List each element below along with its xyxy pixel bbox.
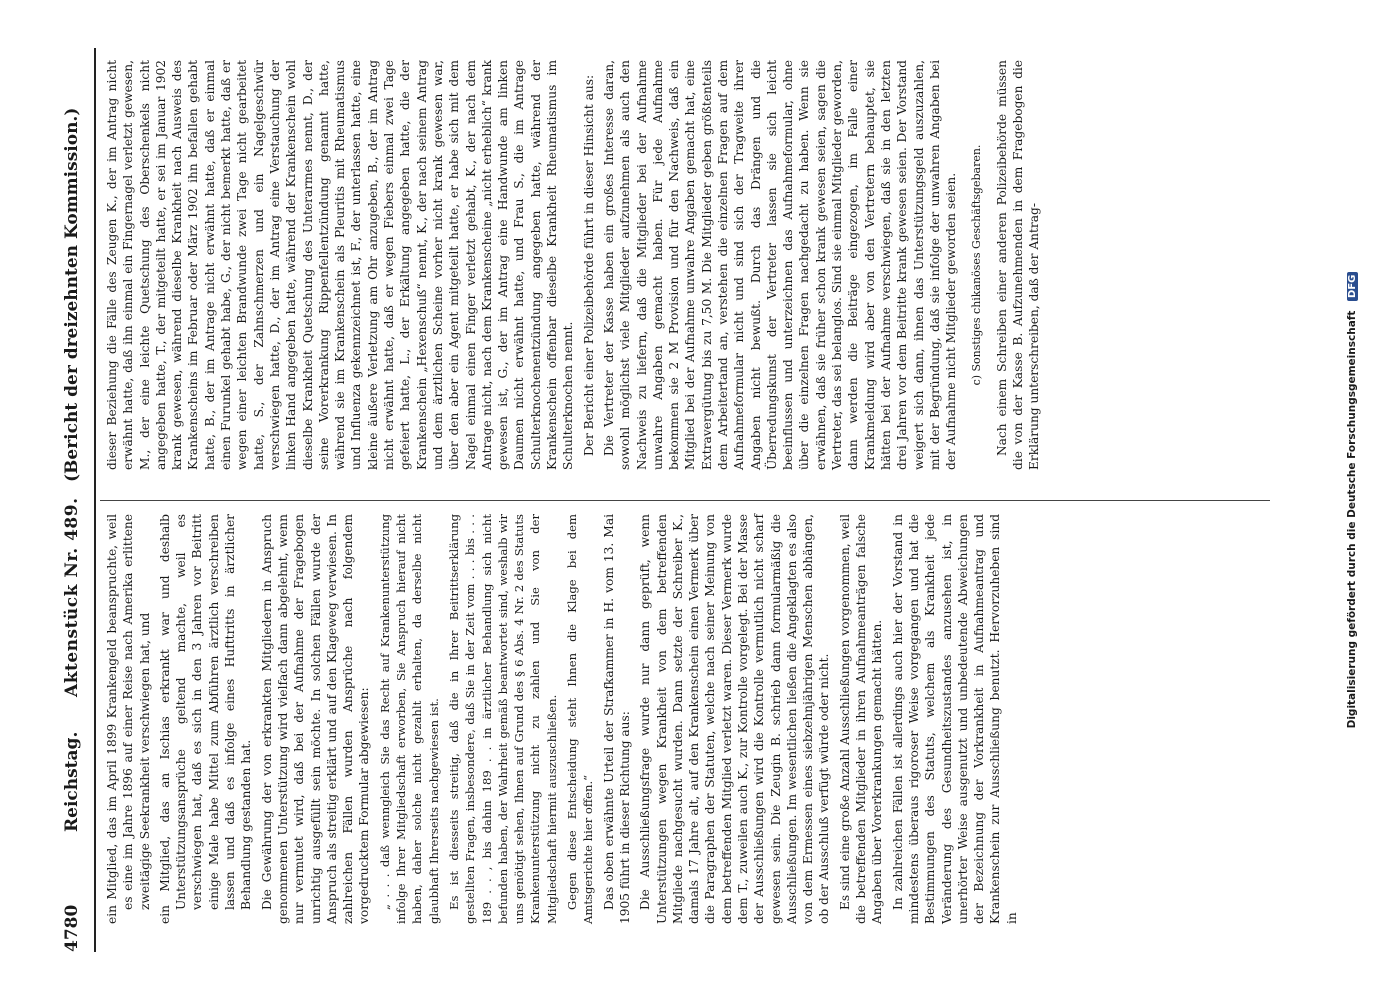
credit-text: Digitalisierung gefördert durch die Deutsche Forschungsgemeinschaft [1346, 310, 1358, 729]
quoted-form-text: Es ist diesseits streitig, daß die in Ihrer Beitrittserklärung gestellten Fragen, insbesondere, daß Sie in der Zeit vom . . . bis . . . 189 . . , bis dahin 189 . . in ärztlicher Behandlung sich nicht befunden haben, der Wahrheit gemäß beantwortet sind, weshalb wir uns genötigt sehen, Ihnen auf Grund des § 6 Abs. 4 Nr. 2 des Statuts Krankenunterstützung nicht zu zahlen und Sie von der Mitgliedschaft hiermit auszuschließen. [446, 514, 559, 924]
running-title: Reichstag. [62, 731, 82, 832]
paragraph: ein Mitglied, das im April 1899 Krankengeld beanspruchte, weil es eine im Jahre 1896 auf einer Reise nach Amerika erlittene zweitägige Seekrankheit verschwiegen hat, und [105, 514, 152, 924]
paragraph: ein Mitglied, das an Ischias erkrankt war und deshalb Unterstützungsansprüche geltend machte, weil es verschwiegen hat, daß es sich in den 3 Jahren vor Beitritt einige Male habe Mittel zum Abführen ärztlich verschreiben lassen und daß es infolge eines Hufttritts in ärztlicher Behandlung gestanden hat. [157, 514, 254, 924]
paragraph: Die Vertreter der Kasse haben ein großes Interesse daran, sowohl möglichst viele Mitglieder aufzunehmen als auch den Nachweis zu liefern, daß die Mitglieder bei der Aufnahme unwahre Angaben gemacht haben. Für jede Aufnahme bekommen sie 2 M Provision und für den Nachweis, daß ein Mitglied bei der Aufnahme unwahre Angaben gemacht hat, eine Extravergütung bis zu 7,50 M. Die Mitglieder geben größtenteils dem Arbeitertand an, verstehen die einzelnen Fragen auf dem Aufnahmeformular nicht und sind sich der Tragweite ihrer Angaben nicht bewußt. Durch das Drängen und die Überredungskunst der Vertreter lassen sie sich leicht beeinflussen und unterzeichnen das Aufnahmeformular, ohne über die einzelnen Fragen nachgedacht zu haben. Wenn sie erwähnen, daß sie früher schon krank gewesen seien, sagen die Vertreter, das sei belanglos. Sind sie einmal Mitglieder geworden, dann werden die Beiträge eingezogen, im Falle einer Krankmeldung wird aber von den Vertretern behauptet, sie hätten bei der Aufnahme verschwiegen, daß sie in den letzten drei Jahren vor dem Beitritte krank gewesen seien. Der Vorstand weigert sich dann, ihnen das Unterstützungsgeld auszuzahlen, mit der Begründung, daß sie infolge der unwahren Angaben bei der Aufnahme nicht Mitglieder geworden seien. [601, 60, 959, 470]
page-number: 4780 [62, 904, 82, 952]
paragraph: Es sind eine große Anzahl Ausschließungen vorgenommen, weil die betreffenden Mitglieder in ihren Aufnahmeanträgen falsche Angaben über Vorerkrankungen gemacht hätten. [837, 514, 885, 924]
right-column [104, 60, 1047, 470]
quoted-form-text: Gegen diese Entscheidung steht Ihnen die Klage bei dem Amtsgerichte hier offen.“ [565, 514, 596, 924]
document-number: Aktenstück Nr. 489. [62, 497, 82, 697]
header-rule [94, 48, 96, 952]
paragraph: dieser Beziehung die Fälle des Zeugen K., der im Antrag nicht erwähnt hatte, daß ihn einmal ein Fingernagel verletzt gewesen, M., der eine leichte Quetschung des Oberschenkels nicht angegeben hatte, T., der mitgeteilt hatte, er sei im Januar 1902 krank gewesen, während dieselbe Krankheit nach Ausweis des Krankenscheins im Februar oder März 1902 ihn befallen gehabt hatte, B., der im Antrage nicht erwähnt hatte, daß er einmal einen Furunkel gehabt habe, G., der nicht bemerkt hatte, daß er wegen einer leichten Brandwunde zwei Tage nicht gearbeitet hatte, S., der Zahnschmerzen und ein Nagelgeschwür verschwiegen hatte, D., der im Antrag eine Verstauchung der linken Hand angegeben hatte, während der Krankenschein wohl dieselbe Krankheit Quetschung des Unterarmes nennt, D., der seine Vorerkrankung Rippenfellentzündung genannt hatte, während sie im Krankenschein als Pleuritis mit Rheumatismus und Influenza gekennzeichnet ist, F., der unterlassen hatte, eine kleine äußere Verletzung am Ohr anzugeben, B., der im Antrag nicht erwähnt hatte, daß er wegen Fiebers einmal zwei Tage gefeiert hatte, L., der Erkältung angegeben hatte, die der Krankenschein „Hexenschuß“ nennt, K., der nach seinem Antrag und dem ärztlichen Scheine vorher nicht krank gewesen war, über den aber ein Agent mitgeteilt hatte, er habe sich mit dem Nagel einmal einen Finger verletzt gehabt, K., der nach dem Antrage nicht, nach dem Krankenscheine „nicht erheblich“ krank gewesen ist, G., der im Antrag eine Handwunde am linken Daumen nicht erwähnt hatte, und Frau S., die im Antrage Schulterknochenentzündung angegeben hatte, während der Krankenschein offenbar dieselbe Krankheit Rheumatismus im Schulterknochen nennt. [105, 60, 576, 470]
paragraph: Der Bericht einer Polizeibehörde führt in dieser Hinsicht aus: [581, 74, 596, 456]
column-divider [100, 500, 1270, 501]
paragraph: Nach einem Schreiben einer anderen Polizeibehörde müssen die von der Kasse B. Aufzunehmenden in dem Fragebogen die Erklärung unterschreiben, daß der Antrag- [994, 60, 1042, 470]
paragraph: Die Ausschließungsfrage wurde nur dann geprüft, wenn Unterstützungen wegen Krankheit von dem betreffenden Mitgliede nachgesucht wurden. Dann setzte der Schreiber K., damals 17 Jahre alt, auf den Krankenschein einen Vermerk über die Paragraphen der Statuten, welche nach seiner Meinung von dem betreffenden Mitglied verletzt waren. Dieser Vermerk wurde dem T., zuweilen auch K., zur Kontrolle vorgelegt. Bei der Masse der Ausschließungen wird die Kontrolle vermutlich nicht scharf gewesen sein. Die Zeugin B. schrieb dann formularmäßig die Ausschließungen. Im wesentlichen ließen die Angeklagten es also von dem Ermessen eines siebzehnjährigen Menschen abhängen, ob der Ausschluß verfügt würde oder nicht. [638, 514, 832, 924]
dfg-logo: DFG [1347, 272, 1358, 301]
digitization-credit [1346, 0, 1358, 1000]
report-title: (Bericht der dreizehnten Kommission.) [62, 107, 82, 482]
section-heading: c) Sonstiges chikanöses Geschäftsgebaren. [970, 144, 984, 386]
paragraph: Das oben erwähnte Urteil der Strafkammer in H. vom 13. Mai 1905 führt in dieser Richtung aus: [601, 514, 632, 924]
left-column [104, 514, 1024, 924]
quoted-form-text: „ . . . daß wenngleich Sie das Recht auf Krankenunterstützung infolge Ihrer Mitgliedschaft erworben, Sie Anspruch hierauf nicht haben, daher solche nicht gezahlt erhalten, da derselbe nicht glaubhaft Ihrerseits nachgewiesen ist. [377, 514, 441, 924]
paragraph: Die Gewährung der von erkrankten Mitgliedern in Anspruch genommenen Unterstützung wird vielfach dann abgelehnt, wenn nur vermutet wird, daß bei der Aufnahme der Fragebogen unrichtig ausgefüllt sein möchte. In solchen Fällen wurde der Anspruch als streitig erklärt und auf den Klageweg verwiesen. In zahlreichen Fällen wurden Ansprüche nach folgendem vorgedrucktem Formular abgewiesen: [259, 514, 372, 924]
page-header [62, 48, 88, 952]
paragraph: In zahlreichen Fällen ist allerdings auch hier der Vorstand in mindestens überaus rigoroser Weise vorgegangen und hat die Bestimmungen des Statuts, welchem als Krankheit jede Veränderung des Gesundheitszustandes anzusehen ist, in unerhörter Weise ausgenutzt und unbedeutende Abweichungen der Bezeichnung der Vorkrankheit in Aufnahmeantrag und Krankenschein zur Ausschließung benutzt. Hervorzuheben sind in [890, 514, 1019, 924]
